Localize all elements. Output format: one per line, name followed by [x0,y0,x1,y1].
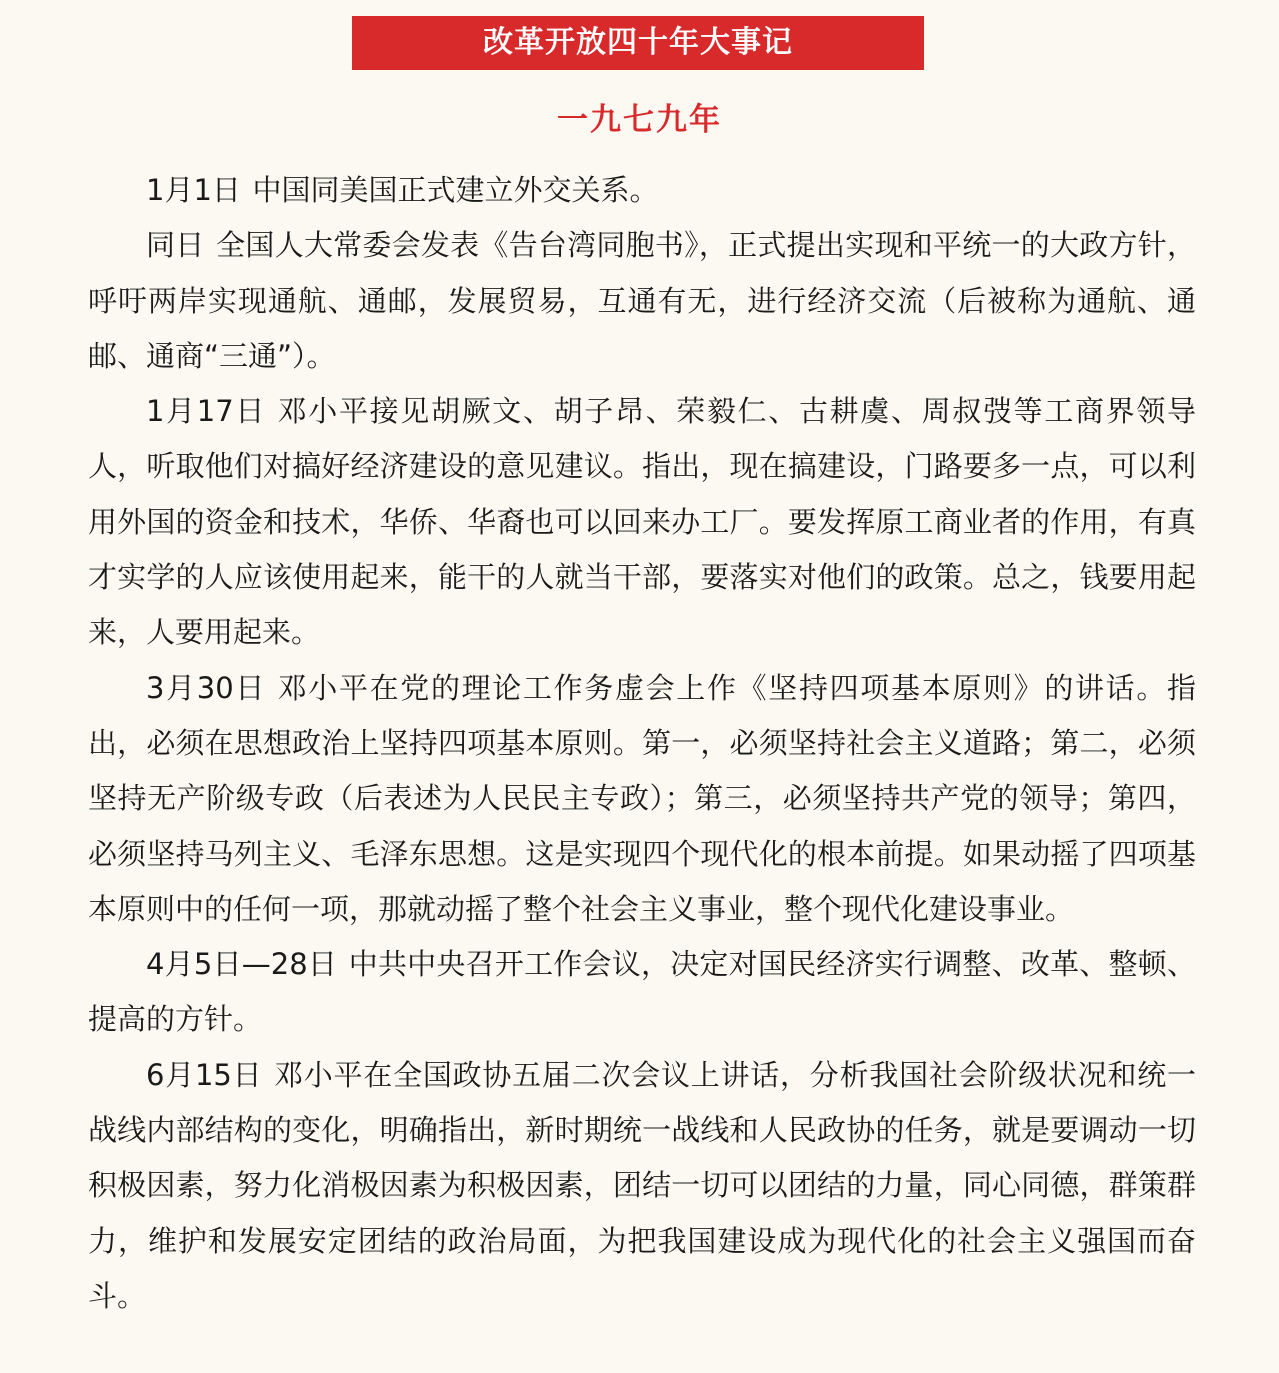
event-text: 邓小平在党的理论工作务虚会上作《坚持四项基本原则》的讲话。指出，必须在思想政治上坚持四项基本原则。第一，必须坚持社会主义道路；第二，必须坚持无产阶级专政（后表述为人民民主专政）；第三，必须坚持共产党的领导；第四，必须坚持马列主义、毛泽东思想。这是实现四个现代化的根本前提。如果动摇了四项基本原则中的任何一项，那就动摇了整个社会主义事业，整个现代化建设事业。 [88,670,1196,926]
year-heading: 一九七九年 [557,102,722,138]
event-date: 4月5日—28日 [146,947,338,982]
event-entry [88,384,1196,660]
event-text: 邓小平接见胡厥文、胡子昂、荣毅仁、古耕虞、周叔弢等工商界领导人，听取他们对搞好经济建设的意见建议。指出，现在搞建设，门路要多一点，可以利用外国的资金和技术，华侨、华裔也可以回来办工厂。要发挥原工商业者的作用，有真才实学的人应该使用起来，能干的人就当干部，要落实对他们的政策。总之，钱要用起来，人要用起来。 [88,394,1196,650]
event-text: 中共中央召开工作会议，决定对国民经济实行调整、改革、整顿、提高的方针。 [88,947,1196,1037]
event-date: 1月1日 [146,173,241,207]
event-entry [88,937,1196,1048]
event-text: 邓小平在全国政协五届二次会议上讲话，分析我国社会阶级状况和统一战线内部结构的变化，明确指出，新时期统一战线和人民政协的任务，就是要调动一切积极因素，努力化消极因素为积极因素，团结一切可以团结的力量，同心同德，群策群力，维护和发展安定团结的政治局面，为把我国建设成为现代化的社会主义强国而奋斗。 [88,1057,1196,1313]
event-text: 全国人大常委会发表《告台湾同胞书》，正式提出实现和平统一的大政方针，呼吁两岸实现通航、通邮，发展贸易，互通有无，进行经济交流（后被称为通航、通邮、通商“三通”）。 [88,228,1196,373]
event-list [88,163,1196,1324]
event-date: 1月17日 [146,394,267,429]
event-date: 同日 [146,228,205,263]
event-date: 6月15日 [146,1057,263,1092]
event-entry [88,661,1196,937]
event-entry [88,218,1196,384]
page-title-banner: 改革开放四十年大事记 [352,16,924,70]
event-text: 中国同美国正式建立外交关系。 [252,173,659,207]
event-entry [88,163,1196,218]
event-entry [88,1048,1196,1324]
event-date: 3月30日 [146,670,267,705]
